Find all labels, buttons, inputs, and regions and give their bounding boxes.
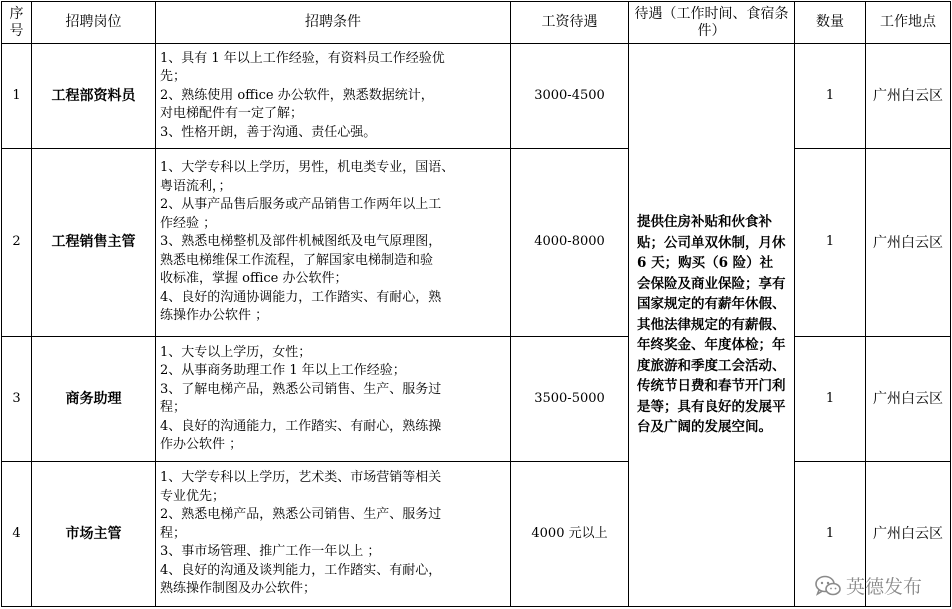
condition-line: 作经验 ； xyxy=(160,215,217,231)
row-salary: 4000 元以上 xyxy=(511,462,629,607)
condition-line: 对电梯配件有一定了解； xyxy=(160,106,304,122)
condition-line: 3、了解电梯产品，熟悉公司销售、生产、服务过 xyxy=(160,381,442,397)
condition-line: 2、熟悉电梯产品，熟悉公司销售、生产、服务过 xyxy=(160,507,442,523)
row-position: 工程部资料员 xyxy=(32,44,156,149)
condition-line: 1、大学专科以上学历，男性，机电类专业，国语、 xyxy=(160,160,455,176)
table-row xyxy=(2,44,951,149)
header-seq: 序号 xyxy=(2,2,32,44)
condition-line: 2、从事商务助理工作 1 年以上工作经验； xyxy=(160,363,406,378)
row-position: 商务助理 xyxy=(32,337,156,462)
row-salary: 3000-4500 xyxy=(511,44,629,149)
condition-line: 作办公软件 ； xyxy=(160,437,243,452)
header-position: 招聘岗位 xyxy=(32,2,156,44)
row-location: 广州白云区 xyxy=(866,44,951,149)
row-count: 1 xyxy=(795,337,866,462)
header-conditions: 招聘条件 xyxy=(156,2,511,44)
condition-line: 4、良好的沟通及谈判能力，工作踏实、有耐心， xyxy=(160,562,442,578)
condition-line: 2、从事产品售后服务或产品销售工作两年以上工 xyxy=(160,197,442,213)
wechat-icon xyxy=(814,574,842,598)
table-row xyxy=(2,462,951,607)
row-location: 广州白云区 xyxy=(866,337,951,462)
condition-line: 3、事市场管理、推广工作一年以上 ； xyxy=(160,544,381,560)
condition-line: 粤语流利，； xyxy=(160,178,232,194)
header-salary: 工资待遇 xyxy=(511,2,629,44)
recruitment-table xyxy=(1,1,951,607)
condition-line: 收标准，掌握 office 办公软件； xyxy=(160,271,348,287)
condition-line: 程； xyxy=(160,400,187,415)
condition-line: 3、性格开朗，善于沟通、责任心强。 xyxy=(160,124,377,140)
row-salary: 4000-8000 xyxy=(511,149,629,337)
condition-line: 1、具有 1 年以上工作经验，有资料员工作经验优 xyxy=(160,50,445,66)
row-conditions xyxy=(156,44,511,149)
watermark-text: 英德发布 xyxy=(845,576,922,598)
condition-line: 2、熟练使用 office 办公软件，熟悉数据统计， xyxy=(160,87,434,103)
row-seq: 2 xyxy=(2,149,32,337)
condition-line: 4、良好的沟通能力，工作踏实、有耐心，熟练操 xyxy=(160,418,442,434)
watermark xyxy=(814,572,922,599)
condition-line: 先； xyxy=(160,69,187,85)
row-seq: 4 xyxy=(2,462,32,607)
header-benefits: 待遇（工作时间、食宿条件） xyxy=(629,2,795,44)
row-conditions xyxy=(156,149,511,337)
row-salary: 3500-5000 xyxy=(511,337,629,462)
row-location: 广州白云区 xyxy=(866,462,951,607)
header-row xyxy=(2,2,951,44)
row-conditions xyxy=(156,337,511,462)
row-seq: 1 xyxy=(2,44,32,149)
row-count: 1 xyxy=(795,149,866,337)
condition-line: 程； xyxy=(160,525,187,541)
row-seq: 3 xyxy=(2,337,32,462)
header-count: 数量 xyxy=(795,2,866,44)
condition-line: 练操作办公软件 ； xyxy=(160,308,269,324)
row-conditions xyxy=(156,462,511,607)
condition-line: 4、良好的沟通协调能力，工作踏实、有耐心，熟 xyxy=(160,289,442,305)
condition-line: 熟练操作制图及办公软件； xyxy=(160,581,317,597)
condition-line: 3、熟悉电梯整机及部件机械图纸及电气原理图， xyxy=(160,234,442,250)
row-location: 广州白云区 xyxy=(866,149,951,337)
benefits-cell: 提供住房补贴和伙食补贴；公司单双休制，月休 6 天；购买（6 险）社会保险及商业保险；享有国家规定的有薪年休假、其他法律规定的有薪假、年终奖金、年度体检；年度旅游和季度工会活动、传统节日费和春节开门利是等；具有良好的发展平台及广阔的发展空间。 xyxy=(629,44,795,607)
condition-line: 熟悉电梯维保工作流程，了解国家电梯制造和验 xyxy=(160,252,434,268)
condition-line: 1、大专以上学历，女性； xyxy=(160,344,312,360)
header-location: 工作地点 xyxy=(866,2,951,44)
row-count: 1 xyxy=(795,44,866,149)
row-position: 市场主管 xyxy=(32,462,156,607)
condition-line: 专业优先； xyxy=(160,488,226,504)
table-row xyxy=(2,337,951,462)
row-position: 工程销售主管 xyxy=(32,149,156,337)
row-count: 1 xyxy=(795,462,866,607)
table-row xyxy=(2,149,951,337)
condition-line: 1、大学专科以上学历，艺术类、市场营销等相关 xyxy=(160,470,442,486)
